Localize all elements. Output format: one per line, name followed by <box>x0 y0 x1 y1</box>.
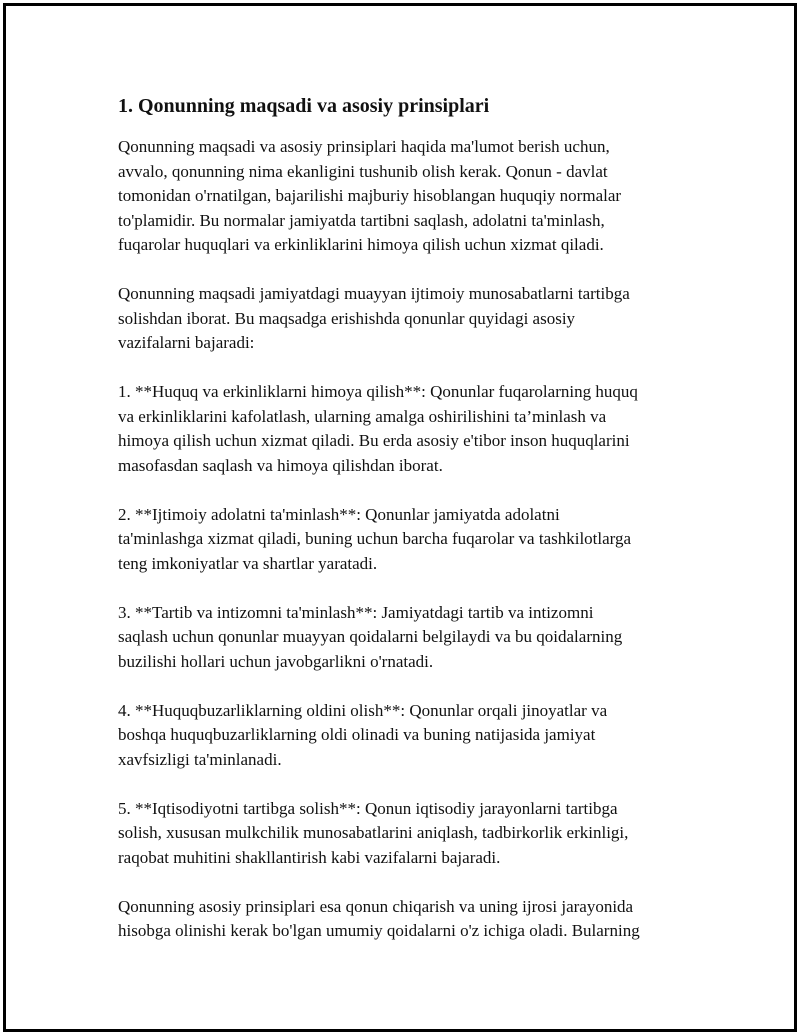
document-body <box>118 92 698 968</box>
list-item-5 <box>118 797 698 871</box>
text-line: Qonunning maqsadi jamiyatdagi muayyan ijtimoiy munosabatlarni tartibga <box>118 284 630 303</box>
text-line: raqobat muhitini shakllantirish kabi vazifalarni bajaradi. <box>118 847 501 867</box>
purpose-paragraph <box>118 282 698 356</box>
text-line: solishdan iborat. Bu maqsadga erishishda qonunlar quyidagi asosiy <box>118 308 576 328</box>
section-heading: 1. Qonunning maqsadi va asosiy prinsiplari <box>118 95 490 117</box>
text-line: saqlash uchun qonunlar muayyan qoidalarni belgilaydi va bu qoidalarning <box>118 627 623 646</box>
text-line: fuqarolar huquqlari va erkinliklarini himoya qilish uchun xizmat qiladi. <box>118 235 604 254</box>
text-line: 5. **Iqtisodiyotni tartibga solish**: Qonun iqtisodiy jarayonlarni tartibga <box>118 798 618 818</box>
text-line: teng imkoniyatlar va shartlar yaratadi. <box>118 553 378 573</box>
intro-paragraph <box>118 135 698 258</box>
text-line: himoya qilish uchun xizmat qiladi. Bu erda asosiy e'tibor inson huquqlarini <box>118 431 630 450</box>
text-line: 1. **Huquq va erkinliklarni himoya qilish**: Qonunlar fuqarolarning huquq <box>118 382 638 401</box>
text-line: ta'minlashga xizmat qiladi, buning uchun barcha fuqarolar va tashkilotlarga <box>118 529 632 548</box>
text-line: tomonidan o'rnatilgan, bajarilishi majburiy hisoblangan huquqiy normalar <box>118 186 622 205</box>
list-item-4 <box>118 699 698 773</box>
text-line: va erkinliklarini kafolatlash, ularning amalga oshirilishini ta’minlash va <box>118 406 607 426</box>
text-line: 3. **Tartib va intizomni ta'minlash**: Jamiyatdagi tartib va intizomni <box>118 602 594 622</box>
text-line: 2. **Ijtimoiy adolatni ta'minlash**: Qonunlar jamiyatda adolatni <box>118 504 560 524</box>
text-line: boshqa huquqbuzarliklarning oldi olinadi va buning natijasida jamiyat <box>118 725 596 744</box>
text-line: vazifalarni bajaradi: <box>118 333 255 352</box>
text-line: solish, xususan mulkchilik munosabatlarini aniqlash, tadbirkorlik erkinligi, <box>118 823 629 842</box>
text-line: masofasdan saqlash va himoya qilishdan iborat. <box>118 455 443 475</box>
list-item-2 <box>118 503 698 577</box>
list-item-1 <box>118 380 698 478</box>
text-line: xavfsizligi ta'minlanadi. <box>118 749 282 769</box>
text-line: buzilishi hollari uchun javobgarlikni o'rnatadi. <box>118 651 434 671</box>
text-line: to'plamidir. Bu normalar jamiyatda tartibni saqlash, adolatni ta'minlash, <box>118 210 605 230</box>
text-line: avvalo, qonunning nima ekanligini tushunib olish kerak. Qonun - davlat <box>118 161 608 181</box>
text-line: Qonunning asosiy prinsiplari esa qonun chiqarish va uning ijrosi jarayonida <box>118 896 634 916</box>
text-line: hisobga olinishi kerak bo'lgan umumiy qoidalarni o'z ichiga oladi. Bularning <box>118 921 640 940</box>
text-line: Qonunning maqsadi va asosiy prinsiplari haqida ma'lumot berish uchun, <box>118 137 610 156</box>
text-line: 4. **Huquqbuzarliklarning oldini olish**: Qonunlar orqali jinoyatlar va <box>118 700 608 720</box>
principles-paragraph <box>118 895 698 944</box>
list-item-3 <box>118 601 698 675</box>
